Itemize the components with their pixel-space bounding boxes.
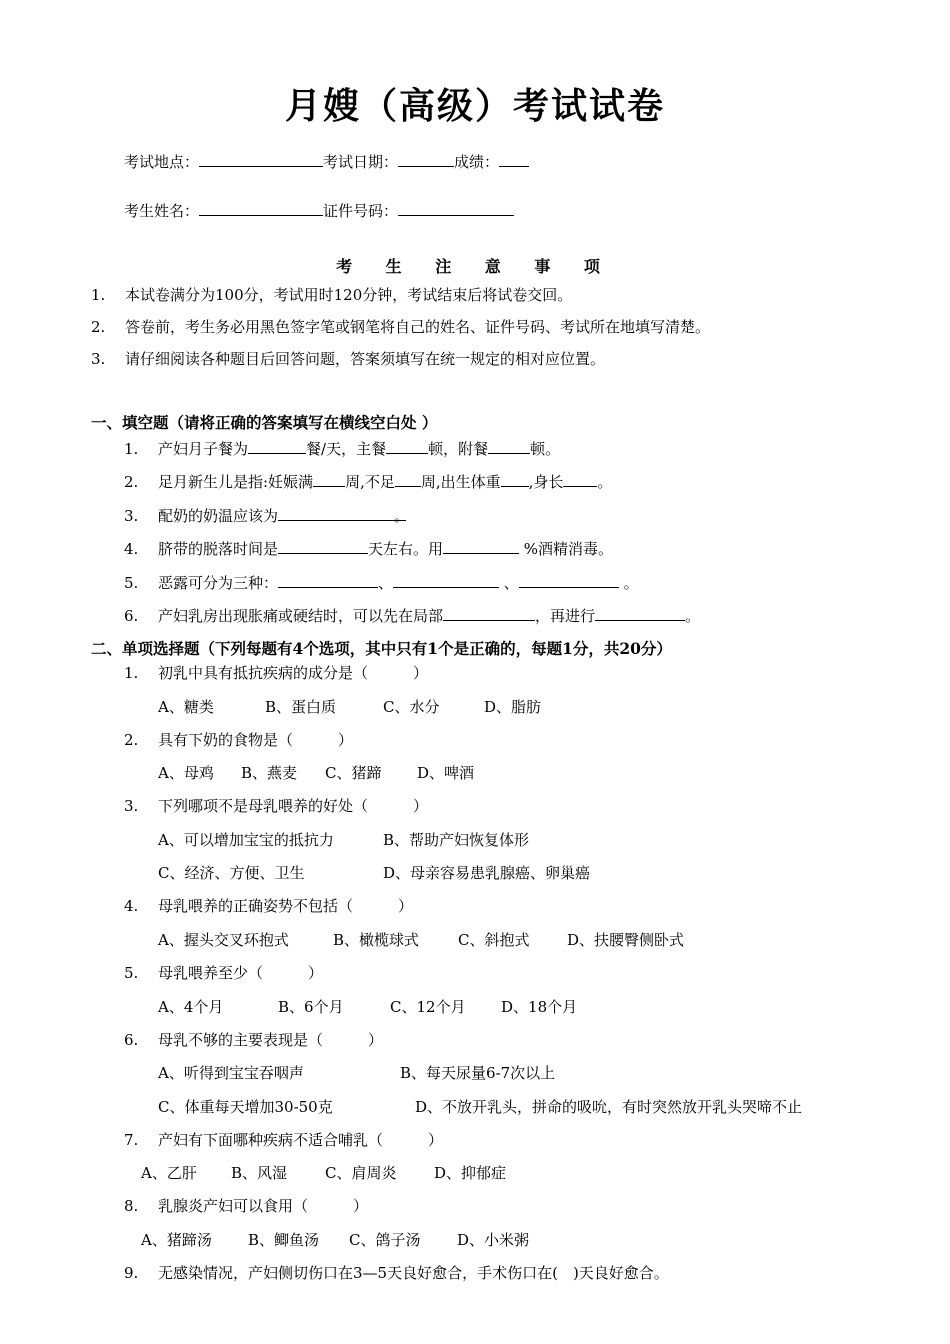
fill-question-1: 1. 产妇月子餐为 餐/天，主餐 顿，附餐 顿。 [124,440,561,458]
fill-question-3: 3. 配奶的奶温应该为 。 [124,507,410,525]
option-c[interactable]: C、肩周炎 [325,1164,397,1182]
answer-blank[interactable] [393,572,499,588]
choice-question-4: 4. 母乳喂养的正确姿势不包括（ ） [124,897,414,915]
option-d[interactable]: D、扶腰臀侧卧式 [567,931,685,949]
option-b[interactable]: B、鲫鱼汤 [248,1231,320,1249]
option-b[interactable]: B、每天尿量6-7次以上 [400,1064,556,1082]
option-d[interactable]: D、脂肪 [484,698,542,716]
choice-question-6: 6. 母乳不够的主要表现是（ ） [124,1031,384,1049]
option-c[interactable]: C、鸽子汤 [349,1231,421,1249]
info-row-1 [124,151,529,173]
location-label: 考试地点： [124,153,200,171]
answer-blank[interactable] [386,438,428,454]
option-b[interactable]: B、燕麦 [241,764,298,782]
fill-question-5: 5. 恶露可分为三种： 、 、 。 [124,574,639,592]
choice-question-7: 7. 产妇有下面哪种疾病不适合哺乳（ ） [124,1131,444,1149]
option-c[interactable]: C、体重每天增加30-50克 [158,1098,333,1116]
option-d[interactable]: D、小米粥 [457,1231,530,1249]
option-c[interactable]: C、12个月 [390,998,466,1016]
choice-question-1: 1. 初乳中具有抵抗疾病的成分是（ ） [124,664,429,682]
fill-question-2: 2. 足月新生儿是指:妊娠满 周,不足 周,出生体重 ,身长 。 [124,473,613,491]
option-b[interactable]: B、橄榄球式 [333,931,420,949]
date-field[interactable] [398,151,454,167]
fill-question-4: 4. 脐带的脱落时间是 天左右。用 %酒精消毒。 [124,540,614,558]
option-b[interactable]: B、帮助产妇恢复体形 [383,831,530,849]
option-d[interactable]: D、啤酒 [417,764,475,782]
option-c[interactable]: C、经济、方便、卫生 [158,864,305,882]
option-d[interactable]: D、不放开乳头，拼命的吸吮，有时突然放开乳头哭啼不止 [415,1098,803,1116]
option-a[interactable]: A、4个月 [158,998,224,1016]
answer-blank[interactable] [488,438,530,454]
option-d[interactable]: D、抑郁症 [434,1164,507,1182]
option-d[interactable]: D、母亲容易患乳腺癌、卵巢癌 [383,864,591,882]
score-field[interactable] [499,151,529,167]
answer-blank[interactable] [313,471,345,487]
option-a[interactable]: A、母鸡 [158,764,214,782]
score-label: 成绩： [454,153,500,171]
option-a[interactable]: A、乙肝 [141,1164,197,1182]
answer-blank[interactable] [278,538,368,554]
option-a[interactable]: A、可以增加宝宝的抵抗力 [158,831,334,849]
answer-blank[interactable] [248,438,306,454]
option-b[interactable]: B、风湿 [231,1164,288,1182]
page-title: 月嫂（高级）考试试卷 [284,85,665,127]
answer-blank[interactable] [278,572,378,588]
name-field[interactable] [199,200,323,216]
choice-question-5: 5. 母乳喂养至少（ ） [124,964,324,982]
notice-item: 3. 请仔细阅读各种题目后回答问题，答案须填写在统一规定的相对应位置。 [91,350,606,368]
answer-blank: 。 [394,507,410,525]
location-field[interactable] [199,151,323,167]
option-b[interactable]: B、蛋白质 [265,698,337,716]
id-number-field[interactable] [398,200,514,216]
option-a[interactable]: A、握头交叉环抱式 [158,931,289,949]
section1-heading: 一、填空题（请将正确的答案填写在横线空白处 ） [91,413,438,432]
answer-blank[interactable] [395,471,421,487]
section2-heading: 二、单项选择题（下列每题有4个选项，其中只有1个是正确的，每题1分，共20分） [91,639,672,658]
answer-blank[interactable] [595,605,685,621]
option-c[interactable]: C、水分 [383,698,440,716]
answer-blank[interactable] [278,505,394,521]
choice-question-9: 9. 无感染情况，产妇侧切伤口在3—5天良好愈合，手术伤口在( )天良好愈合。 [124,1264,669,1282]
option-c[interactable]: C、斜抱式 [458,931,530,949]
notice-item: 1. 本试卷满分为100分，考试用时120分钟，考试结束后将试卷交回。 [91,286,573,304]
date-label: 考试日期： [323,153,399,171]
option-a[interactable]: A、糖类 [158,698,214,716]
answer-blank[interactable] [443,605,535,621]
option-d[interactable]: D、18个月 [501,998,578,1016]
fill-question-6: 6. 产妇乳房出现胀痛或硬结时，可以先在局部 ，再进行 。 [124,607,701,625]
choice-question-2: 2. 具有下奶的食物是（ ） [124,731,354,749]
answer-blank[interactable] [443,538,519,554]
answer-blank[interactable] [501,471,529,487]
notice-item: 2. 答卷前，考生务必用黑色签字笔或钢笔将自己的姓名、证件号码、考试所在地填写清楚。 [91,318,711,336]
info-row-2 [124,200,514,222]
name-label: 考生姓名： [124,202,200,220]
option-b[interactable]: B、6个月 [278,998,344,1016]
answer-blank[interactable] [563,471,597,487]
id-label: 证件号码： [323,202,399,220]
notice-heading: 考 生 注 意 事 项 [336,257,614,276]
choice-question-8: 8. 乳腺炎产妇可以食用（ ） [124,1197,369,1215]
choice-question-3: 3. 下列哪项不是母乳喂养的好处（ ） [124,797,429,815]
answer-blank[interactable] [519,572,619,588]
option-c[interactable]: C、猪蹄 [325,764,382,782]
option-a[interactable]: A、听得到宝宝吞咽声 [158,1064,304,1082]
option-a[interactable]: A、猪蹄汤 [141,1231,212,1249]
